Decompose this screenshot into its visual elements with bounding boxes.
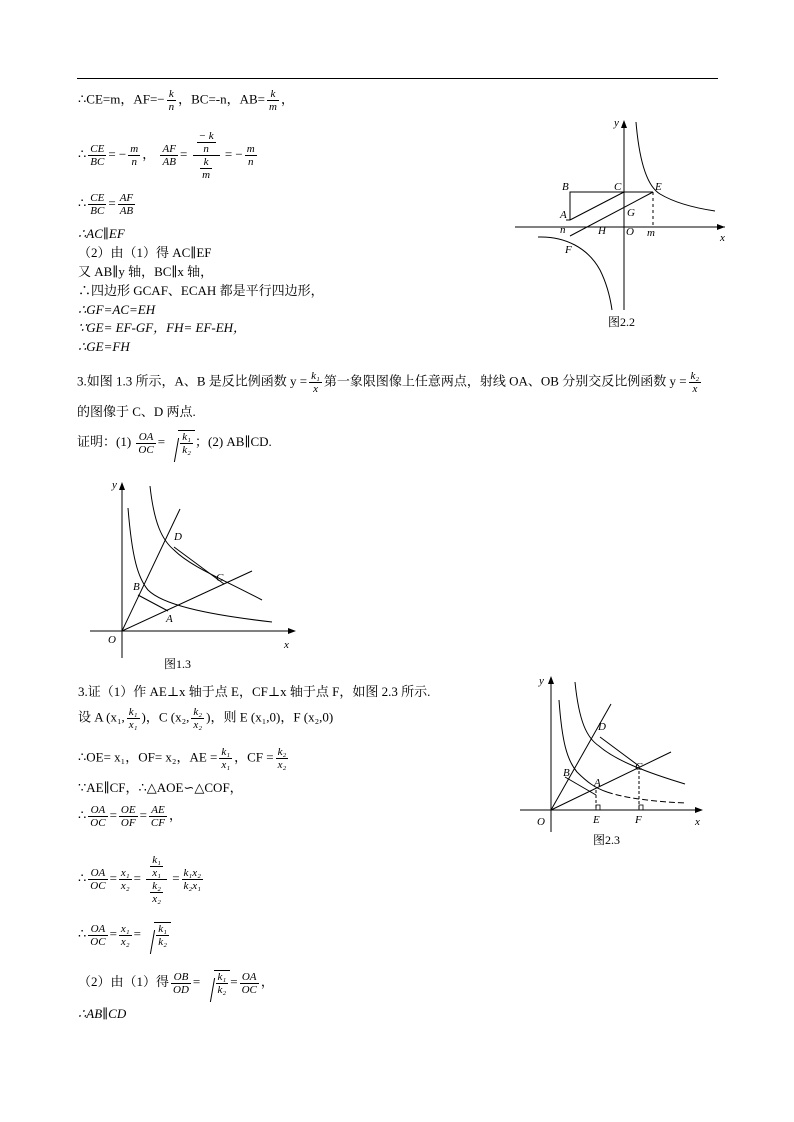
- problem-line-2: 的图像于 C、D 两点.: [77, 404, 196, 419]
- line-ac-parallel: ∴AC∥EF: [78, 226, 125, 241]
- figure-1-3: [82, 478, 302, 670]
- label-b: B: [563, 767, 570, 779]
- segment-ac: [570, 192, 624, 220]
- label-g: G: [627, 207, 635, 219]
- label-h: H: [598, 225, 606, 237]
- problem-proof-goal: 证明：(1) $\frac{OA}{OC}$ = $\frac{\text{k₁}}{\text{k₂}}$ ；(2) AB∥CD.: [77, 430, 272, 456]
- label-n: n: [560, 224, 566, 236]
- line-ab-parallel: 又 AB∥y 轴，BC∥x 轴，: [78, 264, 214, 279]
- label-d: D: [598, 721, 606, 733]
- caption-2-3: 图2.3: [593, 833, 621, 847]
- hyperbola-lower: [538, 237, 612, 310]
- figure-2-2: [510, 110, 740, 340]
- label-e: E: [593, 814, 600, 826]
- label-a: A: [594, 777, 601, 789]
- label-f: F: [565, 244, 572, 256]
- hyperbola-upper: [636, 122, 715, 211]
- line-parallelograms: ∴四边形 GCAF、ECAH 都是平行四边形，: [78, 283, 324, 298]
- part2-line-2: 设 A (x₁, $\frac{\text{k₁}}{\text{x₁}}$ )，C (x₂, $\frac{\text{k₂}}{\text{x₂}}$ )，则 E (x₁,0)，F (x₂,0): [78, 706, 334, 731]
- label-a: A: [560, 209, 567, 221]
- part2-line-8: （2）由（1）得 $\frac{OB}{OD}$ = $\frac{\text{k₁}}{\text{k₂}}$ = $\frac{OA}{OC}$ ，: [78, 970, 274, 996]
- label-y: y: [112, 479, 117, 491]
- part2-line-7: ∴ $\frac{OA}{OC}$ = $\frac{\text{x₁}}{\text{x₂}}$ = $\frac{\text{k₁}}{\text{k₂}}$: [78, 922, 171, 948]
- curve-k1-dashed: [607, 792, 687, 803]
- line-ce-af: ∴CE=m，AF=− $\frac{k}{n}$ ，BC=-n，AB= $\frac{k}{m}$ ，: [78, 88, 294, 113]
- segment-ab: [138, 595, 168, 611]
- label-m: m: [647, 227, 655, 239]
- ray-ob: [551, 704, 611, 810]
- label-o: O: [626, 226, 634, 238]
- ray-oa: [551, 752, 671, 810]
- label-o: O: [108, 634, 116, 646]
- label-c: C: [216, 572, 224, 584]
- label-x: x: [284, 639, 289, 651]
- part2-line-6: ∴ $\frac{OA}{OC}$ = $\frac{\text{x₁}}{\text{x₂}}$ = $\frac{\frac{\text{k₁}}{\text{x₁}}}{\frac{\text{k₂}}{\text{x₂}}}$ = $\frac{\text{k₁x₂}}{\text{k₂x₁}}$: [78, 854, 201, 905]
- curve-k2: [575, 682, 685, 784]
- top-rule: [77, 78, 718, 79]
- part2-line-5: ∴ $\frac{OA}{OC}$ = $\frac{OE}{OF}$ = $\frac{AE}{CF}$ ，: [78, 804, 182, 829]
- part2-line-9: ∴AB∥CD: [78, 1006, 127, 1021]
- part2-line-1: 3.证（1）作 AE⊥x 轴于点 E，CF⊥x 轴于点 F，如图 2.3 所示.: [78, 684, 431, 699]
- line-gf-eq: ∴GF=AC=EH: [78, 302, 156, 317]
- line-ratios: ∴ $\frac{CE}{BC}$ = − $\frac{m}{n}$ ， $\frac{AF}{AB}$ = $\frac{\frac{- k}{n}}{\frac{k}{m}}$ = − $\frac{m}{n}$: [78, 130, 255, 181]
- problem-line-1: 3.如图 1.3 所示，A、B 是反比例函数 y = $\frac{\text{k₁}}{x}$ 第一象限图像上任意两点，射线 OA、OB 分别交反比例函数 y = $\frac{\text{k₂}}{x}$: [77, 370, 700, 395]
- label-o: O: [537, 816, 545, 828]
- label-c: C: [635, 761, 643, 773]
- segment-ab: [565, 777, 596, 795]
- label-a: A: [166, 613, 173, 625]
- part2-line-3: ∴OE= x₁，OF= x₂，AE = $\frac{\text{k₁}}{\text{x₁}}$ ，CF = $\frac{\text{k₂}}{\text{x₂}}$: [78, 746, 287, 771]
- curve-k2: [150, 486, 262, 600]
- figure-2-3: [515, 672, 710, 852]
- label-y: y: [539, 675, 544, 687]
- line-ge-fh: ∴GE=FH: [78, 339, 130, 354]
- curve-k1: [128, 508, 272, 622]
- label-b: B: [133, 581, 140, 593]
- label-b: B: [562, 181, 569, 193]
- label-e: E: [655, 181, 662, 193]
- label-x: x: [720, 232, 725, 244]
- part2-line-4: ∵AE∥CF，∴△AOE∽△COF，: [78, 780, 243, 795]
- label-y: y: [614, 117, 619, 129]
- line-ge-def: ∵GE= EF-GF，FH= EF-EH，: [78, 320, 247, 335]
- label-d: D: [174, 531, 182, 543]
- label-c: C: [614, 181, 622, 193]
- label-x: x: [695, 816, 700, 828]
- caption-1-3: 图1.3: [164, 657, 192, 671]
- line-ratio-equal: ∴ $\frac{CE}{BC}$ = $\frac{AF}{AB}$: [78, 192, 134, 217]
- caption-2-2: 图2.2: [608, 315, 636, 329]
- label-f: F: [635, 814, 642, 826]
- line-part2-start: （2）由（1）得 AC∥EF: [78, 245, 212, 260]
